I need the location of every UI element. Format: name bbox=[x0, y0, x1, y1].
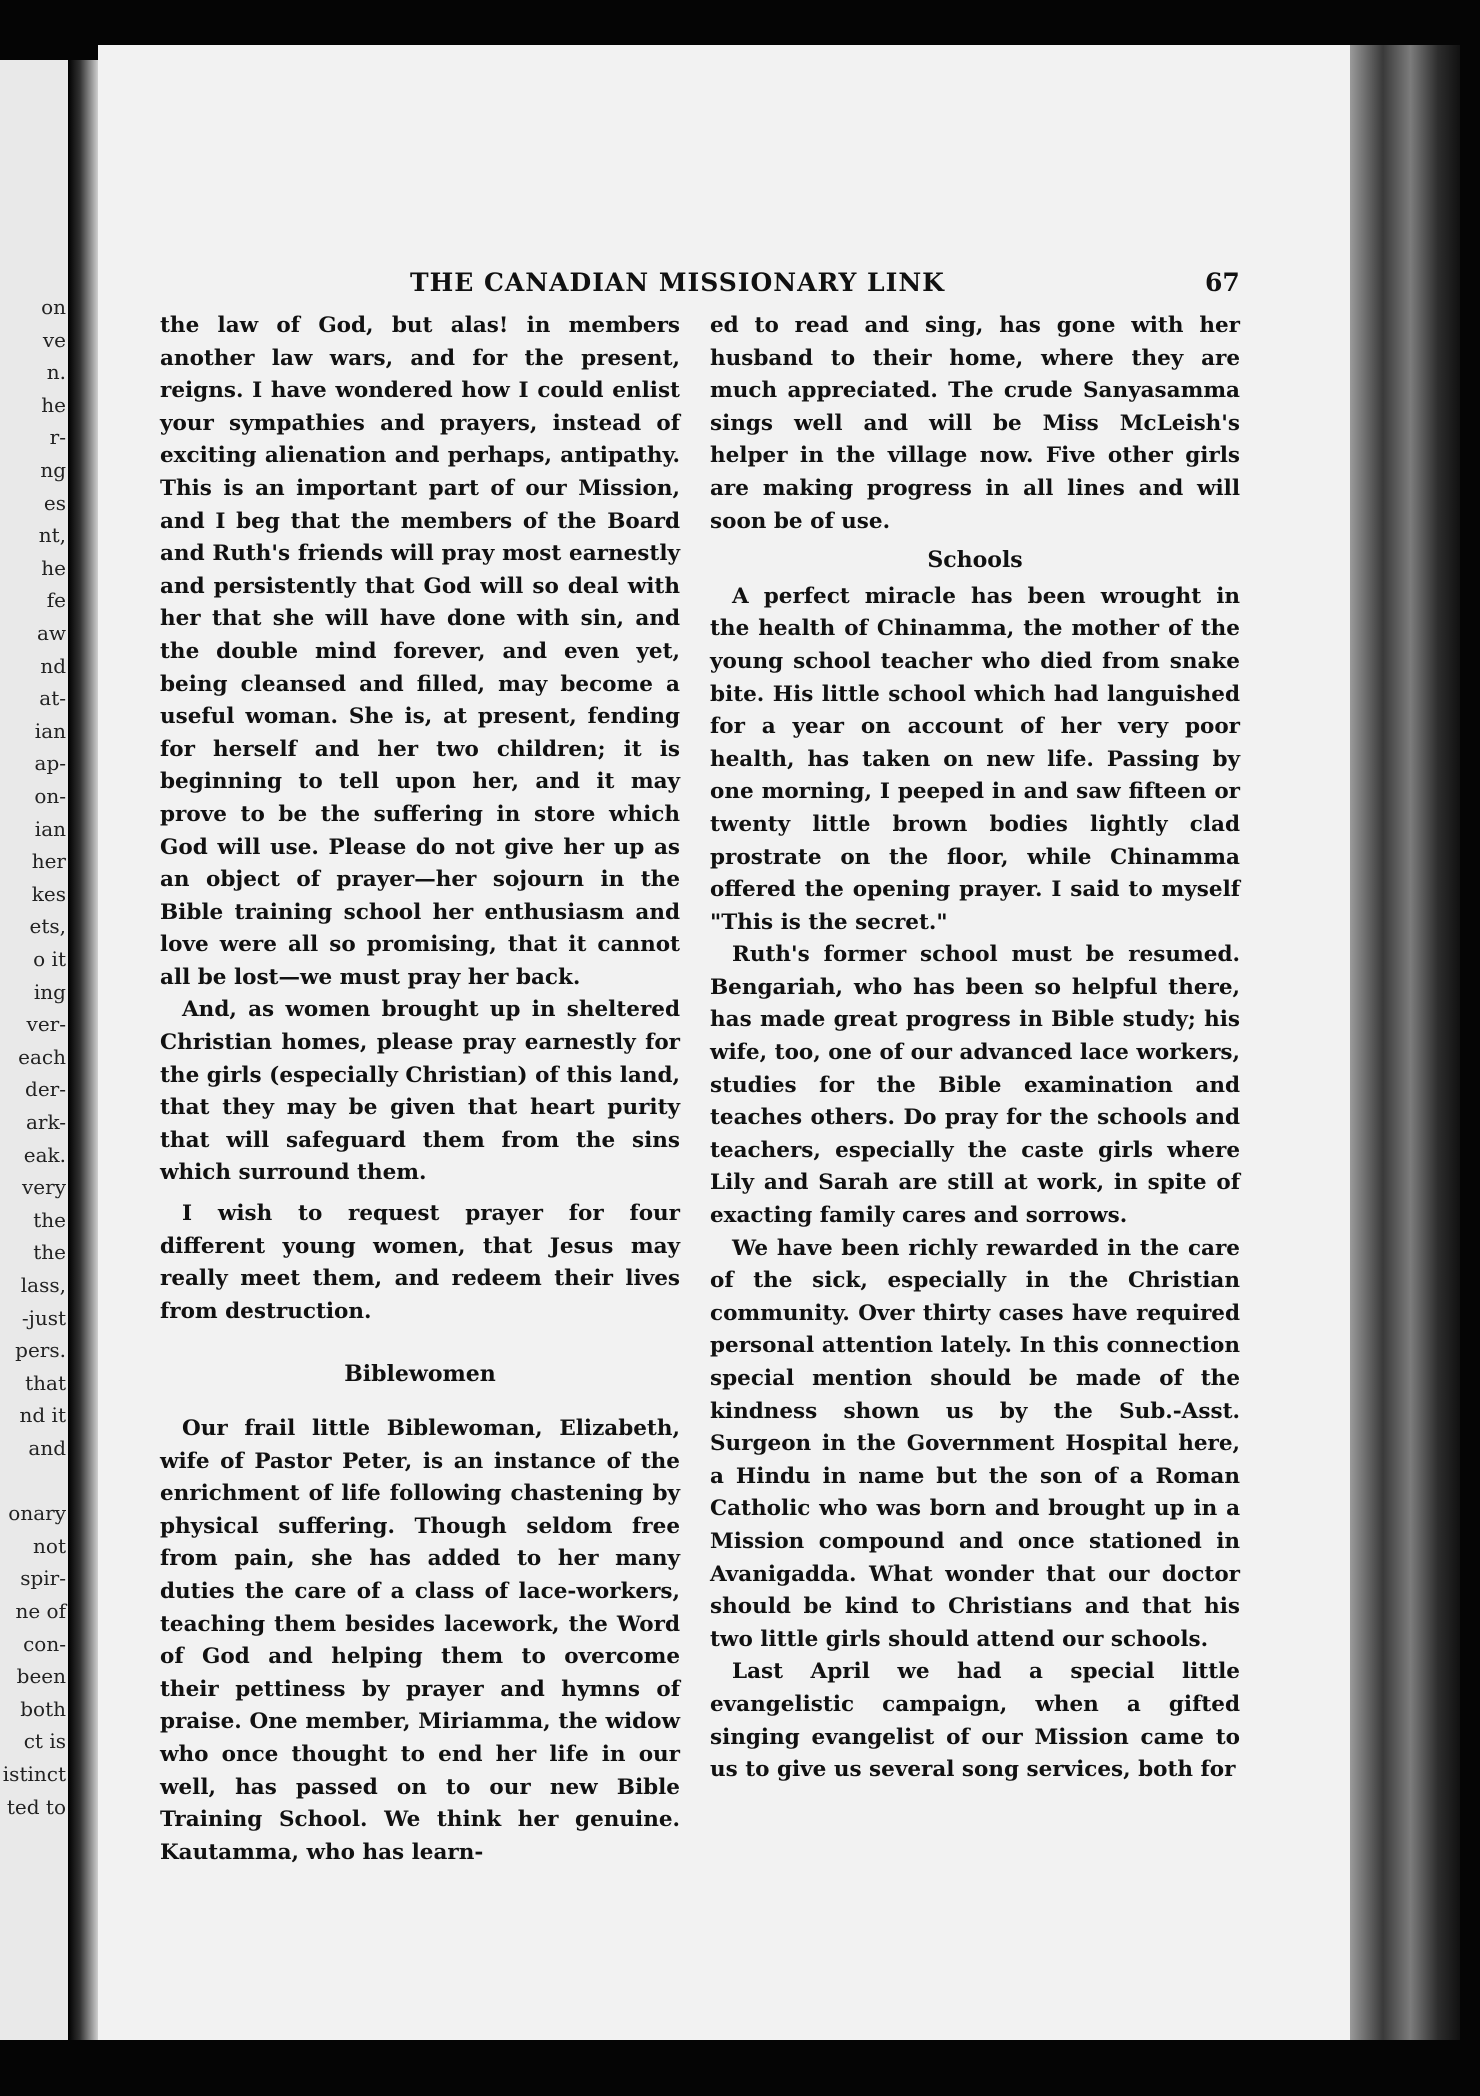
facing-page-line: kes bbox=[31, 881, 66, 906]
facing-page-line: very bbox=[22, 1175, 66, 1200]
facing-page-line: fe bbox=[46, 588, 66, 613]
right-column bbox=[710, 310, 1240, 1787]
facing-page-line: on- bbox=[34, 784, 66, 808]
facing-page-line: r- bbox=[49, 425, 66, 450]
facing-page-line: ark- bbox=[25, 1110, 66, 1134]
facing-page-line: ian bbox=[34, 718, 66, 743]
facing-page-line: ian bbox=[34, 816, 66, 841]
facing-page-line: con- bbox=[23, 1631, 66, 1656]
facing-page-line: der- bbox=[25, 1077, 66, 1102]
facing-page-line: not bbox=[33, 1533, 66, 1558]
facing-page-line: istinct bbox=[2, 1762, 66, 1786]
facing-page-line: and bbox=[28, 1436, 66, 1460]
facing-page-line: -just bbox=[21, 1305, 66, 1330]
facing-page-line: onary bbox=[8, 1501, 66, 1526]
facing-page-line: lass, bbox=[20, 1273, 66, 1297]
book-gutter bbox=[68, 60, 98, 2040]
facing-page-line: both bbox=[20, 1696, 66, 1721]
facing-page-line: the bbox=[33, 1207, 66, 1232]
facing-page-line: ets, bbox=[29, 914, 66, 939]
facing-page-line: nt, bbox=[38, 523, 66, 548]
facing-page-line: es bbox=[43, 490, 66, 515]
facing-page-line: ing bbox=[33, 979, 66, 1004]
section-heading: Biblewomen bbox=[344, 1361, 496, 1388]
facing-page-line: her bbox=[31, 849, 66, 874]
facing-page-line: ver- bbox=[26, 1012, 66, 1037]
facing-page-line: the bbox=[33, 1240, 66, 1265]
facing-page-line: each bbox=[18, 1044, 66, 1069]
facing-page-line: at- bbox=[39, 686, 66, 711]
facing-page-line: aw bbox=[36, 621, 66, 645]
page-edges bbox=[1350, 45, 1460, 2040]
facing-page-fragment bbox=[0, 60, 68, 2040]
facing-page-line: ne of bbox=[15, 1599, 66, 1623]
paragraph: Ruth's former school must be resumed. Bengariah, who has been so helpful there, has made great progress in Bible study; his wife, too, one of our advanced lace workers, studies for the Bible examination and teaches others. Do pray for the schools and teachers, especially the caste girls where Lily and Sarah are still at work, in spite of exacting family cares and sorrows. bbox=[710, 942, 1240, 1229]
section-heading: Schools bbox=[927, 547, 1023, 574]
facing-page-line: nd it bbox=[19, 1403, 66, 1428]
facing-page-line: ct is bbox=[23, 1729, 66, 1754]
facing-page-line: ng bbox=[40, 458, 66, 482]
facing-page-line: ted to bbox=[6, 1794, 66, 1819]
paragraph: Last April we had a special little evangelistic campaign, when a gifted singing evangelist of our Mission came to us to give us several song services, both for bbox=[710, 1659, 1240, 1783]
facing-page-line: on bbox=[41, 295, 66, 319]
facing-page-line: been bbox=[16, 1664, 66, 1689]
paragraph: ed to read and sing, has gone with her husband to their home, where they are much appreciated. The crude Sanyasamma sings well and will be Miss McLeish's helper in the village now. Five other girls are making progress in all lines and will soon be of use. bbox=[710, 313, 1240, 534]
left-column bbox=[160, 310, 680, 1869]
paragraph: We have been richly rewarded in the care of the sick, especially in the Christian community. Over thirty cases have required personal attention lately. In this connection special mention should be made of the kindness shown us by the Sub.-Asst. Surgeon in the Government Hospital here, a Hindu in name but the son of a Roman Catholic who was born and brought up in a Mission compound and once stationed in Avanigadda. What wonder that our doctor should be kind to Christians and that his two little girls should attend our schools. bbox=[710, 1235, 1240, 1652]
facing-page-line: pers. bbox=[15, 1338, 66, 1363]
facing-page-line: he bbox=[41, 392, 66, 417]
page-number: 67 bbox=[1205, 268, 1240, 297]
facing-page-line: ve bbox=[42, 327, 66, 352]
facing-page-line: nd bbox=[40, 653, 66, 678]
paragraph: A perfect miracle has been wrought in the health of Chinamma, the mother of the young school teacher who died from snake bite. His little school which had languished for a year on account of her very poor health, has taken on new life. Passing by one morning, I peeped in and saw fifteen or twenty little brown bodies lightly clad prostrate on the floor, while Chinamma offered the opening prayer. I said to myself "This is the secret." bbox=[710, 583, 1240, 935]
paragraph: Our frail little Biblewoman, Elizabeth, wife of Pastor Peter, is an instance of the enrichment of life following chastening by physical suffering. Though seldom free from pain, she has added to her many duties the care of a class of lace-workers, teaching them besides lacework, the Word of God and helping them to overcome their pettiness by prayer and hymns of praise. One member, Miriamma, the widow who once thought to end her life in our well, has passed on to our new Bible Training School. We think her genuine. Kautamma, who has learn- bbox=[160, 1416, 680, 1865]
facing-page-line: o it bbox=[33, 947, 66, 971]
facing-page-line: that bbox=[25, 1370, 66, 1395]
paragraph: the law of God, but alas! in members another law wars, and for the present, reigns. I have wondered how I could enlist your sympathies and prayers, instead of exciting alienation and perhaps, antipathy. This is an important part of our Mission, and I beg that the members of the Board and Ruth's friends will pray most earnestly and persistently that God will so deal with her that she will have done with sin, and the double mind forever, and even yet, being cleansed and filled, may become a useful woman. She is, at present, fending for herself and her two children; it is beginning to tell upon her, and it may prove to be the suffering in store which God will use. Please do not give her up as an object of prayer—her sojourn in the Bible training school her enthusiasm and love were all so promising, that it cannot all be lost—we must pray her back. bbox=[160, 313, 680, 990]
facing-page-line: eak. bbox=[23, 1142, 66, 1167]
facing-page-line: he bbox=[41, 555, 66, 580]
facing-page-line: n. bbox=[46, 360, 66, 385]
facing-page-line: ap- bbox=[34, 751, 66, 776]
paragraph: I wish to request prayer for four different young women, that Jesus may really meet them, and redeem their lives from destruction. bbox=[160, 1201, 680, 1324]
running-head: THE CANADIAN MISSIONARY LINK bbox=[410, 268, 945, 297]
facing-page-line: spir- bbox=[20, 1566, 66, 1591]
paragraph: And, as women brought up in sheltered Christian homes, please pray earnestly for the girls (especially Christian) of this land, that they may be given that heart purity that will safeguard them from the sins which surround them. bbox=[160, 997, 680, 1186]
